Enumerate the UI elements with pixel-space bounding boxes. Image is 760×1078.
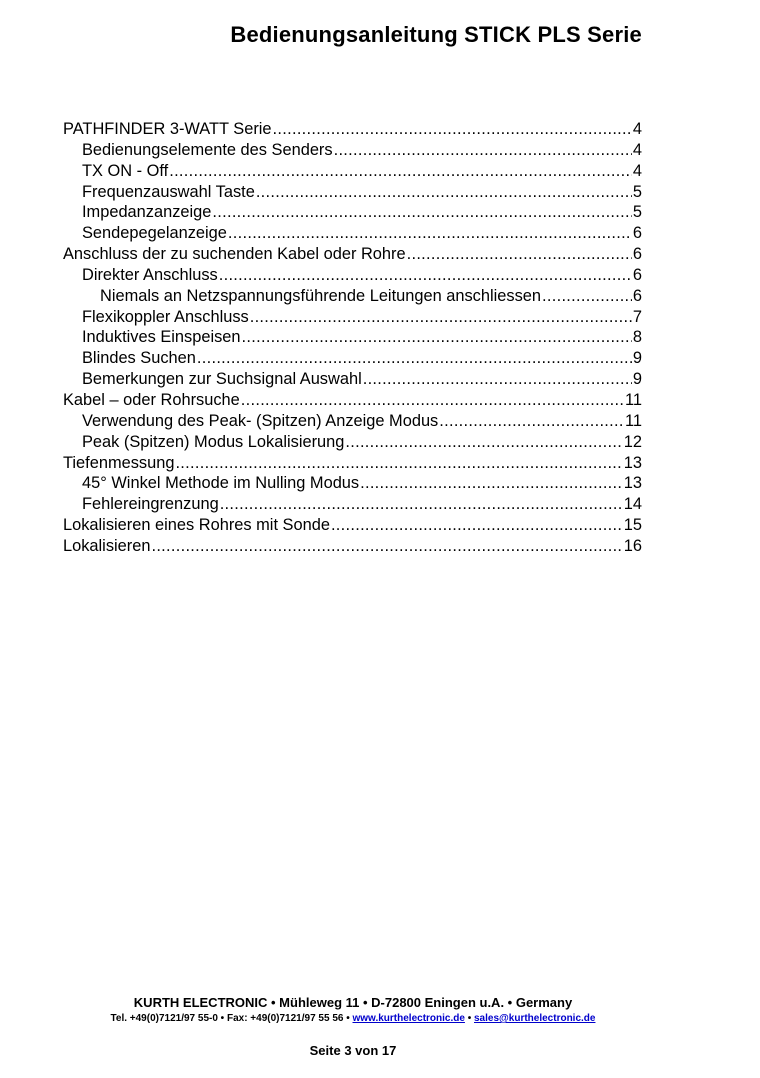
toc-entry[interactable] bbox=[63, 494, 642, 515]
toc-dot-leader bbox=[273, 119, 632, 140]
website-link[interactable]: www.kurthelectronic.de bbox=[352, 1013, 465, 1024]
toc-entry-title: Frequenzauswahl Taste bbox=[82, 182, 255, 201]
toc-entry-title: Induktives Einspeisen bbox=[82, 328, 241, 347]
footer-company-line: KURTH ELECTRONIC • Mühleweg 11 • D-72800 Eningen u.A. • Germany bbox=[133, 995, 573, 1010]
toc-entry-title: TX ON - Off bbox=[82, 161, 169, 180]
toc-entry[interactable] bbox=[63, 202, 642, 223]
toc-entry[interactable] bbox=[63, 286, 642, 307]
toc-entry-page: 9 bbox=[632, 349, 642, 368]
toc-entry-page: 6 bbox=[632, 224, 642, 243]
footer-contact-line bbox=[0, 1013, 733, 1024]
toc-entry-page: 12 bbox=[623, 432, 642, 451]
toc-dot-leader bbox=[241, 390, 624, 411]
toc-dot-leader bbox=[256, 182, 632, 203]
toc-entry[interactable] bbox=[63, 432, 642, 453]
toc-entry-title: Niemals an Netzspannungsführende Leitungen anschliessen bbox=[100, 286, 542, 305]
toc-entry[interactable] bbox=[63, 348, 642, 369]
toc-entry-title: 45° Winkel Methode im Nulling Modus bbox=[82, 474, 360, 493]
toc-entry-title: Impedanzanzeige bbox=[82, 203, 212, 222]
toc-entry[interactable] bbox=[63, 536, 642, 557]
footer-separator: • bbox=[464, 1013, 474, 1024]
toc-dot-leader bbox=[363, 369, 632, 390]
toc-dot-leader bbox=[345, 432, 622, 453]
toc-dot-leader bbox=[331, 515, 623, 536]
toc-dot-leader bbox=[407, 244, 632, 265]
toc-entry-title: Blindes Suchen bbox=[82, 349, 196, 368]
toc-dot-leader bbox=[439, 411, 624, 432]
toc-entry-title: Lokalisieren bbox=[63, 536, 151, 555]
toc-entry-page: 11 bbox=[624, 411, 642, 430]
toc-entry[interactable] bbox=[63, 327, 642, 348]
toc-entry-title: Verwendung des Peak- (Spitzen) Anzeige Modus bbox=[82, 411, 439, 430]
toc-entry-title: Fehlereingrenzung bbox=[82, 495, 219, 514]
toc-entry[interactable] bbox=[63, 161, 642, 182]
toc-entry-title: Tiefenmessung bbox=[63, 453, 175, 472]
toc-dot-leader bbox=[542, 286, 632, 307]
toc-entry[interactable] bbox=[63, 515, 642, 536]
toc-entry-page: 14 bbox=[623, 495, 642, 514]
toc-entry-page: 5 bbox=[632, 182, 642, 201]
toc-entry-page: 5 bbox=[632, 203, 642, 222]
toc-entry-title: Anschluss der zu suchenden Kabel oder Rohre bbox=[63, 245, 406, 264]
toc-entry-title: Lokalisieren eines Rohres mit Sonde bbox=[63, 516, 330, 535]
table-of-contents bbox=[63, 119, 642, 557]
toc-entry-page: 13 bbox=[623, 453, 642, 472]
page-number: Seite 3 von 17 bbox=[309, 1043, 397, 1058]
toc-entry-page: 7 bbox=[632, 307, 642, 326]
toc-entry[interactable] bbox=[63, 473, 642, 494]
toc-entry-title: Peak (Spitzen) Modus Lokalisierung bbox=[82, 432, 345, 451]
page-title: Bedienungsanleitung STICK PLS Serie bbox=[230, 22, 642, 47]
toc-entry[interactable] bbox=[63, 140, 642, 161]
toc-dot-leader bbox=[197, 348, 632, 369]
toc-dot-leader bbox=[219, 265, 632, 286]
toc-entry-page: 6 bbox=[632, 245, 642, 264]
toc-entry-page: 8 bbox=[632, 328, 642, 347]
toc-dot-leader bbox=[151, 536, 622, 557]
email-link[interactable]: sales@kurthelectronic.de bbox=[474, 1013, 596, 1024]
toc-entry-title: Bemerkungen zur Suchsignal Auswahl bbox=[82, 370, 362, 389]
toc-dot-leader bbox=[212, 202, 631, 223]
toc-entry-title: Bedienungselemente des Senders bbox=[82, 140, 333, 159]
toc-entry[interactable] bbox=[63, 307, 642, 328]
toc-entry-page: 16 bbox=[623, 536, 642, 555]
toc-dot-leader bbox=[334, 140, 632, 161]
toc-entry-page: 6 bbox=[632, 265, 642, 284]
toc-entry-title: Direkter Anschluss bbox=[82, 265, 218, 284]
toc-entry-page: 11 bbox=[624, 390, 642, 409]
toc-entry-title: Kabel – oder Rohrsuche bbox=[63, 390, 240, 409]
toc-entry-page: 4 bbox=[632, 120, 642, 138]
toc-entry[interactable] bbox=[63, 390, 642, 411]
toc-entry[interactable] bbox=[63, 182, 642, 203]
toc-dot-leader bbox=[175, 453, 622, 474]
toc-entry[interactable] bbox=[63, 244, 642, 265]
toc-dot-leader bbox=[169, 161, 632, 182]
toc-entry[interactable] bbox=[63, 265, 642, 286]
toc-entry[interactable] bbox=[63, 223, 642, 244]
toc-entry[interactable] bbox=[63, 453, 642, 474]
toc-entry-page: 15 bbox=[623, 516, 642, 535]
toc-dot-leader bbox=[228, 223, 632, 244]
toc-entry-page: 6 bbox=[632, 286, 642, 305]
toc-entry-page: 4 bbox=[632, 161, 642, 180]
toc-dot-leader bbox=[250, 307, 632, 328]
toc-entry-page: 9 bbox=[632, 370, 642, 389]
toc-dot-leader bbox=[360, 473, 623, 494]
toc-entry[interactable] bbox=[63, 369, 642, 390]
toc-entry-title: Sendepegelanzeige bbox=[82, 224, 227, 243]
footer-phone-fax: Tel. +49(0)7121/97 55-0 • Fax: +49(0)7121/97 55 56 • bbox=[110, 1013, 353, 1024]
toc-entry-page: 4 bbox=[632, 140, 642, 159]
toc-dot-leader bbox=[220, 494, 623, 515]
toc-entry[interactable] bbox=[63, 411, 642, 432]
toc-entry-title: Flexikoppler Anschluss bbox=[82, 307, 249, 326]
toc-entry-page: 13 bbox=[623, 474, 642, 493]
toc-entry[interactable] bbox=[63, 119, 642, 140]
toc-entry-title: PATHFINDER 3-WATT Serie bbox=[63, 120, 272, 138]
toc-dot-leader bbox=[242, 327, 632, 348]
